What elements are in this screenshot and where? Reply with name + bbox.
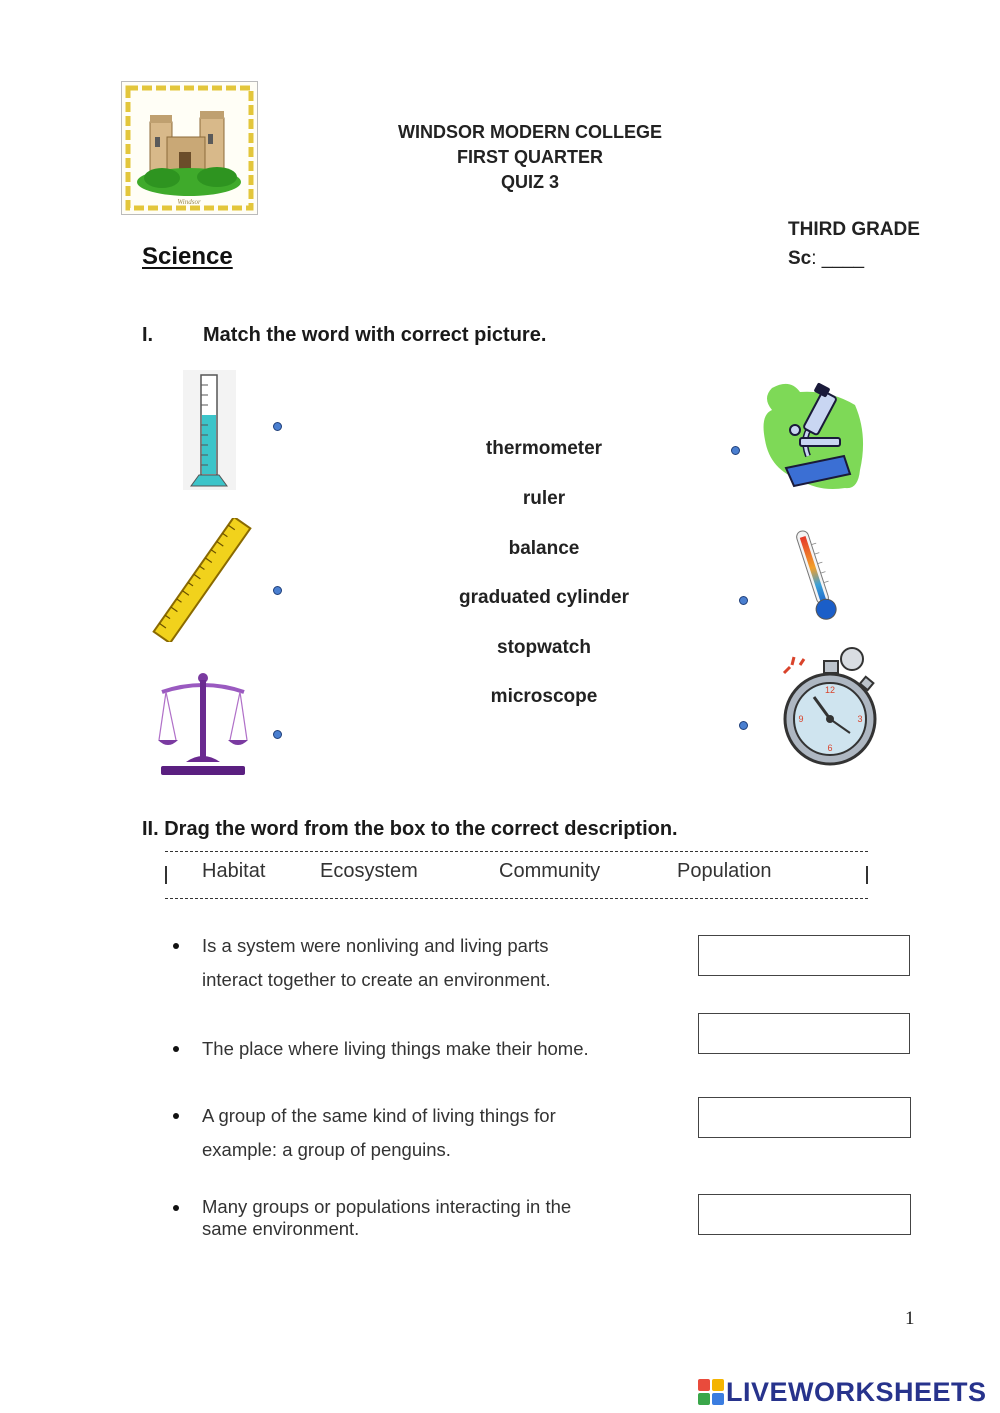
word-bank-ecosystem[interactable]: Ecosystem [320,860,418,882]
word-bank-right-edge [866,866,868,884]
microscope-picture [760,380,866,492]
bullet-2 [173,1046,179,1052]
quarter-label: FIRST QUARTER [457,147,603,167]
description-4-line2: same environment. [202,1218,360,1239]
bullet-1 [173,943,179,949]
balance-picture [158,670,248,780]
match-word-ruler[interactable]: ruler [522,488,566,509]
description-1-line1: Is a system were nonliving and living parts [202,935,549,956]
match-dot-left-1[interactable] [273,422,282,431]
svg-text:6: 6 [827,743,833,753]
school-header [330,120,730,195]
description-3 [202,1099,672,1167]
word-bank-community[interactable]: Community [499,860,601,882]
page-number: 1 [905,1308,915,1329]
score-blank: : ____ [811,248,865,269]
school-name: WINDSOR MODERN COLLEGE [398,122,662,142]
section1-title: Match the word with correct picture. [203,324,547,346]
svg-text:Windsor: Windsor [177,198,201,206]
bullet-3 [173,1113,179,1119]
score-field [788,248,864,270]
word-bank-population[interactable]: Population [677,860,772,882]
answer-box-3[interactable] [698,1097,911,1138]
match-dot-right-1[interactable] [731,446,740,455]
section2-title: II. Drag the word from the box to the correct description. [142,818,678,840]
thermometer-icon [782,525,848,625]
match-dot-left-2[interactable] [273,586,282,595]
section1-number: I. [142,324,154,346]
liveworksheets-brand[interactable] [698,1376,987,1408]
match-word-thermometer[interactable]: thermometer [485,438,603,459]
match-dot-left-3[interactable] [273,730,282,739]
score-label: Sc [788,248,812,269]
answer-box-4[interactable] [698,1194,911,1235]
description-2 [202,1032,672,1066]
description-4 [202,1196,672,1240]
description-2-line1: The place where living things make their home. [202,1038,589,1059]
bullet-4 [173,1205,179,1211]
match-word-microscope[interactable]: microscope [490,686,598,707]
thermometer-picture [782,525,848,625]
answer-box-1[interactable] [698,935,910,976]
stopwatch-picture [780,643,882,767]
description-4-line1: Many groups or populations interacting in the [202,1196,572,1217]
match-word-stopwatch[interactable]: stopwatch [497,637,591,658]
match-word-balance[interactable]: balance [508,538,580,559]
svg-text:9: 9 [798,714,804,724]
description-3-line1: A group of the same kind of living things for [202,1105,556,1126]
description-3-line2: example: a group of penguins. [202,1139,451,1160]
school-logo [121,81,258,215]
quiz-label: QUIZ 3 [500,172,559,192]
grade-label: THIRD GRADE [788,219,920,240]
castle-crest-icon [122,82,257,214]
description-1-line2: interact together to create an environment. [202,969,551,990]
liveworksheets-logo-icon [698,1379,724,1405]
description-1 [202,929,672,997]
ruler-picture [152,518,252,642]
graduated-cylinder-picture [183,370,236,490]
ruler-icon [152,518,252,642]
subject-title: Science [142,243,233,270]
microscope-icon [760,380,866,492]
graduated-cylinder-icon [183,370,236,490]
stopwatch-icon [780,643,882,767]
match-dot-right-2[interactable] [739,596,748,605]
svg-text:3: 3 [857,714,863,724]
liveworksheets-wordmark: LIVEWORKSHEETS [726,1376,987,1407]
match-word-graduated-cylinder[interactable]: graduated cylinder [459,587,629,608]
balance-scale-icon [158,670,248,780]
word-bank-habitat[interactable]: Habitat [202,860,266,882]
svg-text:12: 12 [824,685,836,695]
match-dot-right-3[interactable] [739,721,748,730]
answer-box-2[interactable] [698,1013,910,1054]
word-bank-left-edge [165,866,167,884]
